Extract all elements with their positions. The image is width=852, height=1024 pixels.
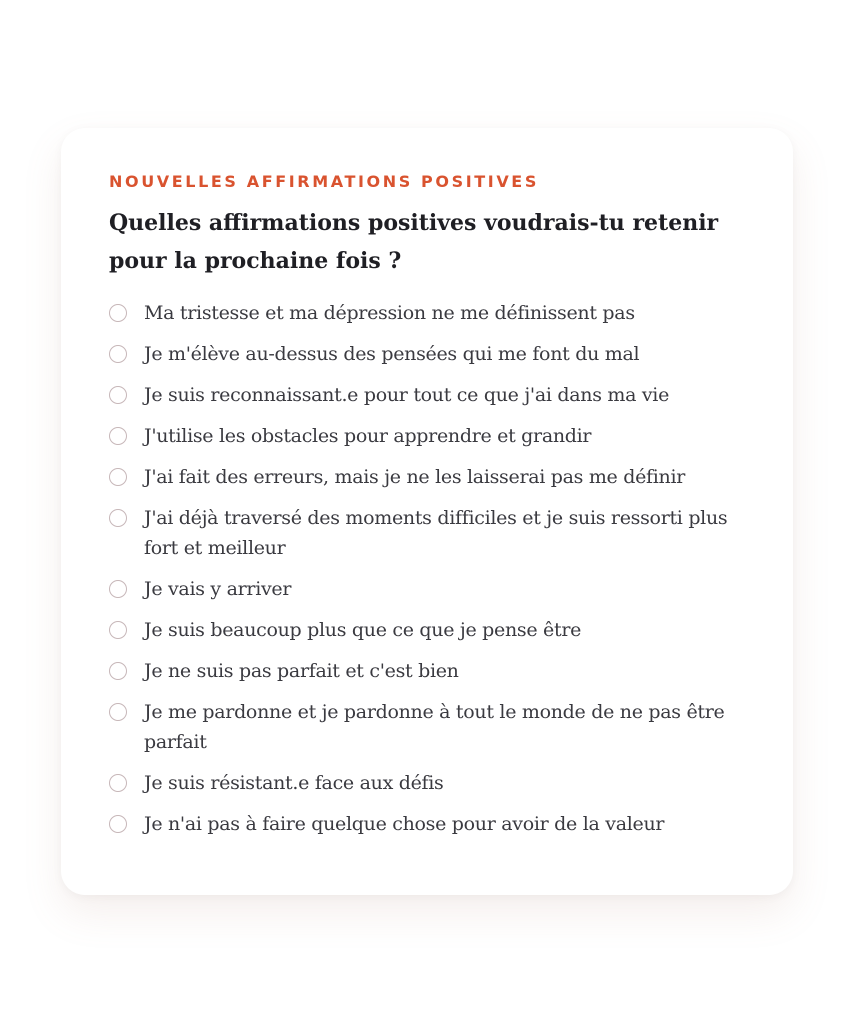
radio-unchecked-icon[interactable] (109, 774, 127, 792)
question-title: Quelles affirmations positives voudrais-tu retenir pour la prochaine fois ? (109, 210, 719, 274)
option-item[interactable] (109, 574, 745, 604)
option-label: Ma tristesse et ma dépression ne me définissent pas (144, 302, 635, 324)
option-item[interactable] (109, 656, 745, 686)
option-item[interactable] (109, 768, 745, 798)
radio-unchecked-icon[interactable] (109, 468, 127, 486)
radio-unchecked-icon[interactable] (109, 703, 127, 721)
radio-unchecked-icon[interactable] (109, 427, 127, 445)
radio-unchecked-icon[interactable] (109, 815, 127, 833)
option-item[interactable] (109, 421, 745, 451)
option-label: J'ai déjà traversé des moments difficiles et je suis ressorti plus fort et meilleur (144, 507, 728, 559)
option-label: J'ai fait des erreurs, mais je ne les laisserai pas me définir (144, 466, 686, 488)
radio-unchecked-icon[interactable] (109, 580, 127, 598)
option-label: Je suis résistant.e face aux défis (144, 772, 444, 794)
option-label: Je vais y arriver (144, 578, 292, 600)
option-item[interactable] (109, 809, 745, 839)
radio-unchecked-icon[interactable] (109, 662, 127, 680)
section-eyebrow: NOUVELLES AFFIRMATIONS POSITIVES (109, 172, 539, 191)
radio-unchecked-icon[interactable] (109, 304, 127, 322)
radio-unchecked-icon[interactable] (109, 386, 127, 404)
option-label: Je suis reconnaissant.e pour tout ce que j'ai dans ma vie (144, 384, 670, 406)
radio-unchecked-icon[interactable] (109, 621, 127, 639)
affirmation-options-list (109, 298, 745, 839)
option-label: Je n'ai pas à faire quelque chose pour avoir de la valeur (144, 813, 665, 835)
option-label: Je me pardonne et je pardonne à tout le monde de ne pas être parfait (144, 701, 725, 753)
option-label: Je ne suis pas parfait et c'est bien (144, 660, 459, 682)
option-label: Je m'élève au-dessus des pensées qui me font du mal (144, 343, 640, 365)
option-item[interactable] (109, 339, 745, 369)
option-item[interactable] (109, 697, 745, 757)
radio-unchecked-icon[interactable] (109, 345, 127, 363)
affirmations-card (61, 128, 793, 895)
option-item[interactable] (109, 615, 745, 645)
option-label: J'utilise les obstacles pour apprendre et grandir (144, 425, 592, 447)
option-item[interactable] (109, 503, 745, 563)
option-item[interactable] (109, 298, 745, 328)
option-item[interactable] (109, 462, 745, 492)
radio-unchecked-icon[interactable] (109, 509, 127, 527)
option-label: Je suis beaucoup plus que ce que je pense être (144, 619, 582, 641)
option-item[interactable] (109, 380, 745, 410)
